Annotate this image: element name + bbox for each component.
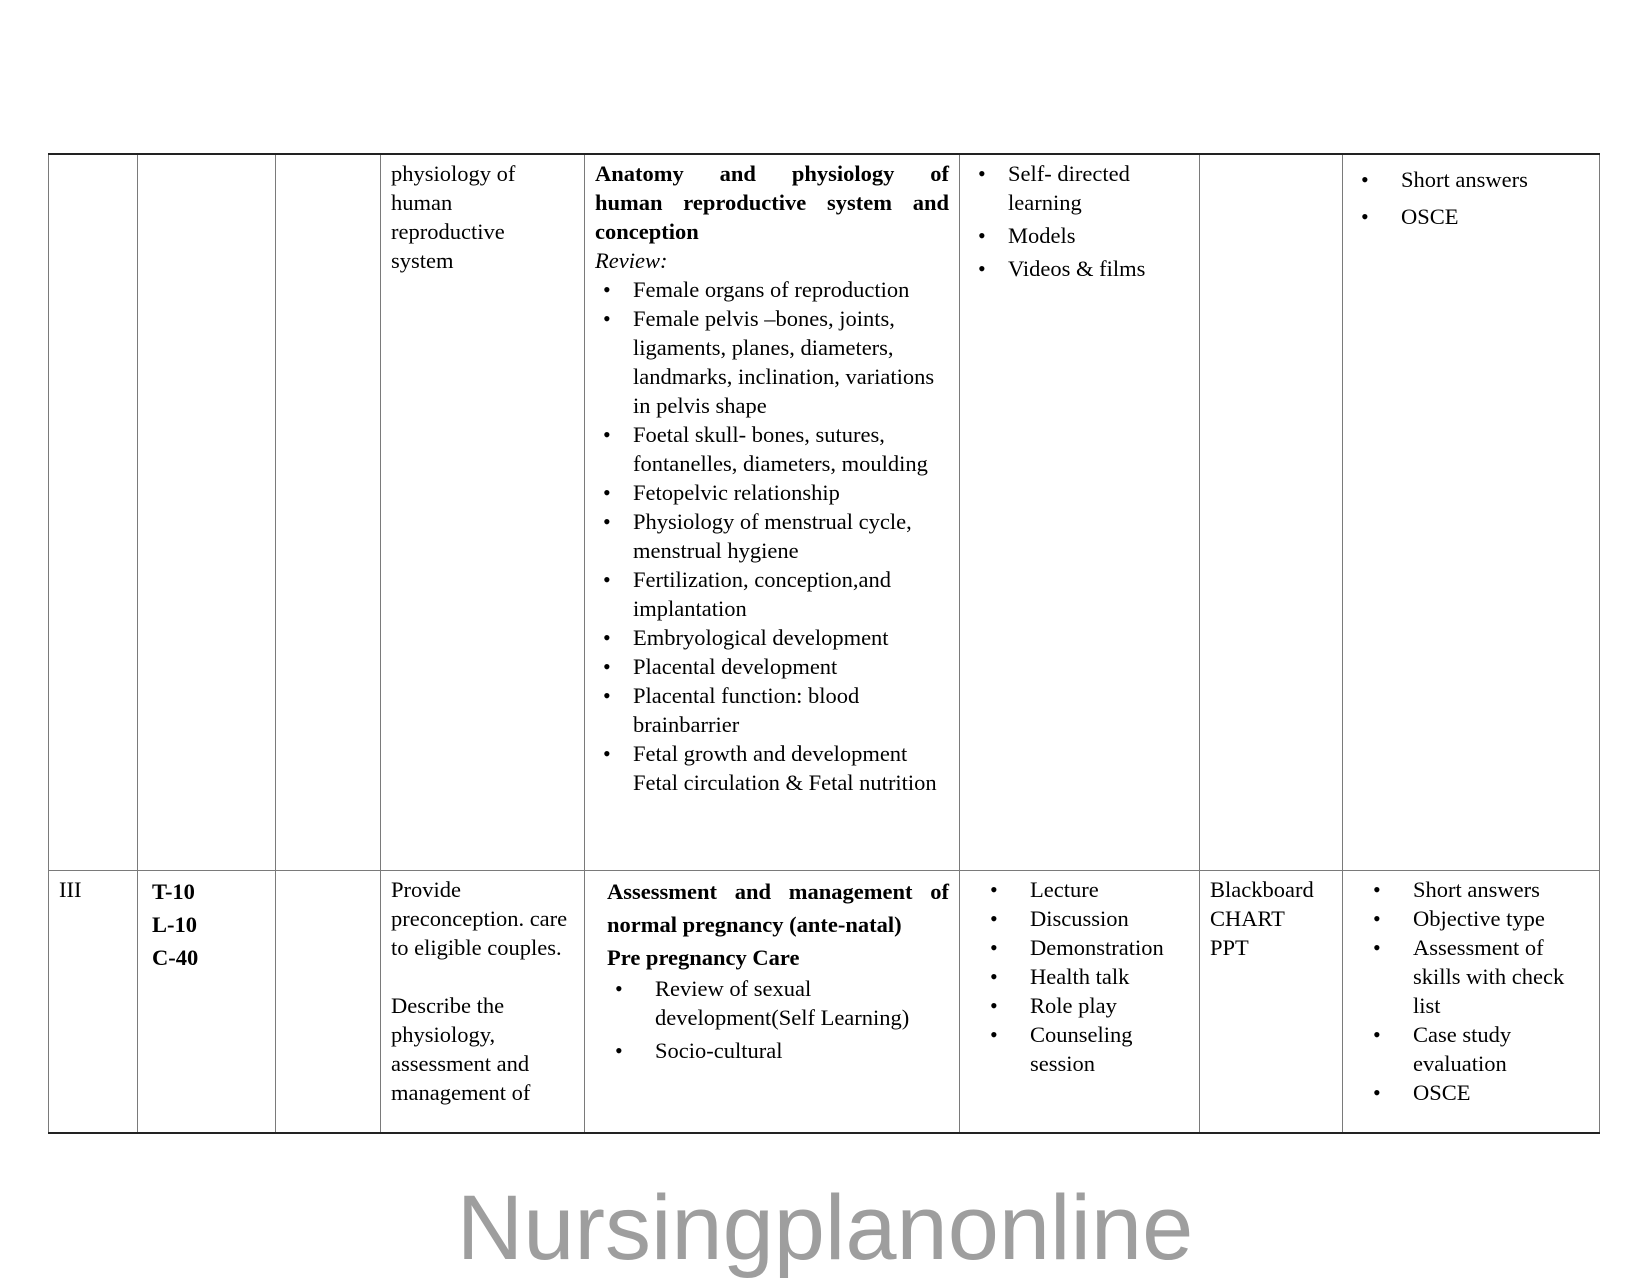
- content-title: Assessment and management of normal pregnancy (ante-natal): [607, 879, 949, 937]
- list-item: • Assessment of skills with check list: [1413, 933, 1589, 1020]
- objective-cell: [381, 871, 585, 1134]
- list-item: • Fetopelvic relationship: [633, 478, 949, 507]
- table-row: [49, 871, 1600, 1134]
- time-cell: [138, 871, 276, 1134]
- content-cell: [585, 154, 960, 871]
- list-item: • Embryological development: [633, 623, 949, 652]
- list-item: • OSCE: [1401, 200, 1589, 233]
- outcome-cell: [276, 871, 381, 1134]
- objective-line: physiology of: [391, 161, 516, 186]
- list-item: • Discussion: [1030, 904, 1189, 933]
- list-item: • Fetal growth and development Fetal circulation & Fetal nutrition: [633, 739, 949, 797]
- content-list: [595, 275, 949, 797]
- content-subtitle: Review:: [595, 248, 668, 273]
- list-item: • Placental function: blood brainbarrier: [633, 681, 949, 739]
- list-item: • Objective type: [1413, 904, 1589, 933]
- list-item: • Fertilization, conception,and implantation: [633, 565, 949, 623]
- methods-list: [970, 159, 1189, 283]
- list-item: • Female pelvis –bones, joints, ligaments, planes, diameters, landmarks, inclination, variations in pelvis shape: [633, 304, 949, 420]
- list-item: • Videos & films: [1008, 254, 1189, 283]
- list-item: • Demonstration: [1030, 933, 1189, 962]
- objective-line: reproductive: [391, 219, 505, 244]
- curriculum-table: [48, 153, 1600, 1134]
- unit-cell: III: [49, 871, 138, 1134]
- content-title: Anatomy and physiology of human reproductive system and conception: [595, 161, 949, 244]
- list-item: • Counseling session: [1030, 1020, 1189, 1078]
- list-item: • Foetal skull- bones, sutures, fontanelles, diameters, moulding: [633, 420, 949, 478]
- aid-item: PPT: [1210, 935, 1249, 960]
- evaluation-list: [1353, 875, 1589, 1107]
- aid-item: Blackboard: [1210, 877, 1314, 902]
- time-theory: T-10: [152, 879, 195, 904]
- methods-cell: [960, 154, 1200, 871]
- list-item: • Lecture: [1030, 875, 1189, 904]
- methods-cell: [960, 871, 1200, 1134]
- list-item: • Short answers: [1413, 875, 1589, 904]
- time-lab: L-10: [152, 912, 197, 937]
- aids-cell: [1200, 154, 1343, 871]
- time-cell: [138, 154, 276, 871]
- list-item: • Short answers: [1401, 163, 1589, 196]
- list-item: • OSCE: [1413, 1078, 1589, 1107]
- evaluation-list: [1353, 163, 1589, 233]
- objective-text: Describe the physiology, assessment and management of: [391, 993, 531, 1105]
- objective-line: system: [391, 248, 454, 273]
- aid-item: CHART: [1210, 906, 1285, 931]
- list-item: • Socio-cultural: [655, 1036, 949, 1065]
- list-item: • Physiology of menstrual cycle, menstrual hygiene: [633, 507, 949, 565]
- table-row: [49, 154, 1600, 871]
- methods-list: [970, 875, 1189, 1078]
- list-item: • Case study evaluation: [1413, 1020, 1589, 1078]
- list-item: • Female organs of reproduction: [633, 275, 949, 304]
- objective-line: human: [391, 190, 453, 215]
- content-cell: [585, 871, 960, 1134]
- content-list: [607, 974, 949, 1065]
- list-item: • Models: [1008, 221, 1189, 250]
- outcome-cell: [276, 154, 381, 871]
- list-item: • Health talk: [1030, 962, 1189, 991]
- evaluation-cell: [1343, 154, 1600, 871]
- time-clinical: C-40: [152, 945, 199, 970]
- list-item: • Self- directed learning: [1008, 159, 1189, 217]
- list-item: • Placental development: [633, 652, 949, 681]
- watermark: Nursingplanonline: [456, 1177, 1194, 1279]
- objective-cell: [381, 154, 585, 871]
- list-item: • Role play: [1030, 991, 1189, 1020]
- content-subtitle: Pre pregnancy Care: [607, 945, 800, 970]
- aids-cell: [1200, 871, 1343, 1134]
- evaluation-cell: [1343, 871, 1600, 1134]
- objective-text: Provide preconception. care to eligible couples.: [391, 877, 568, 960]
- unit-cell: [49, 154, 138, 871]
- list-item: • Review of sexual development(Self Learning): [655, 974, 949, 1032]
